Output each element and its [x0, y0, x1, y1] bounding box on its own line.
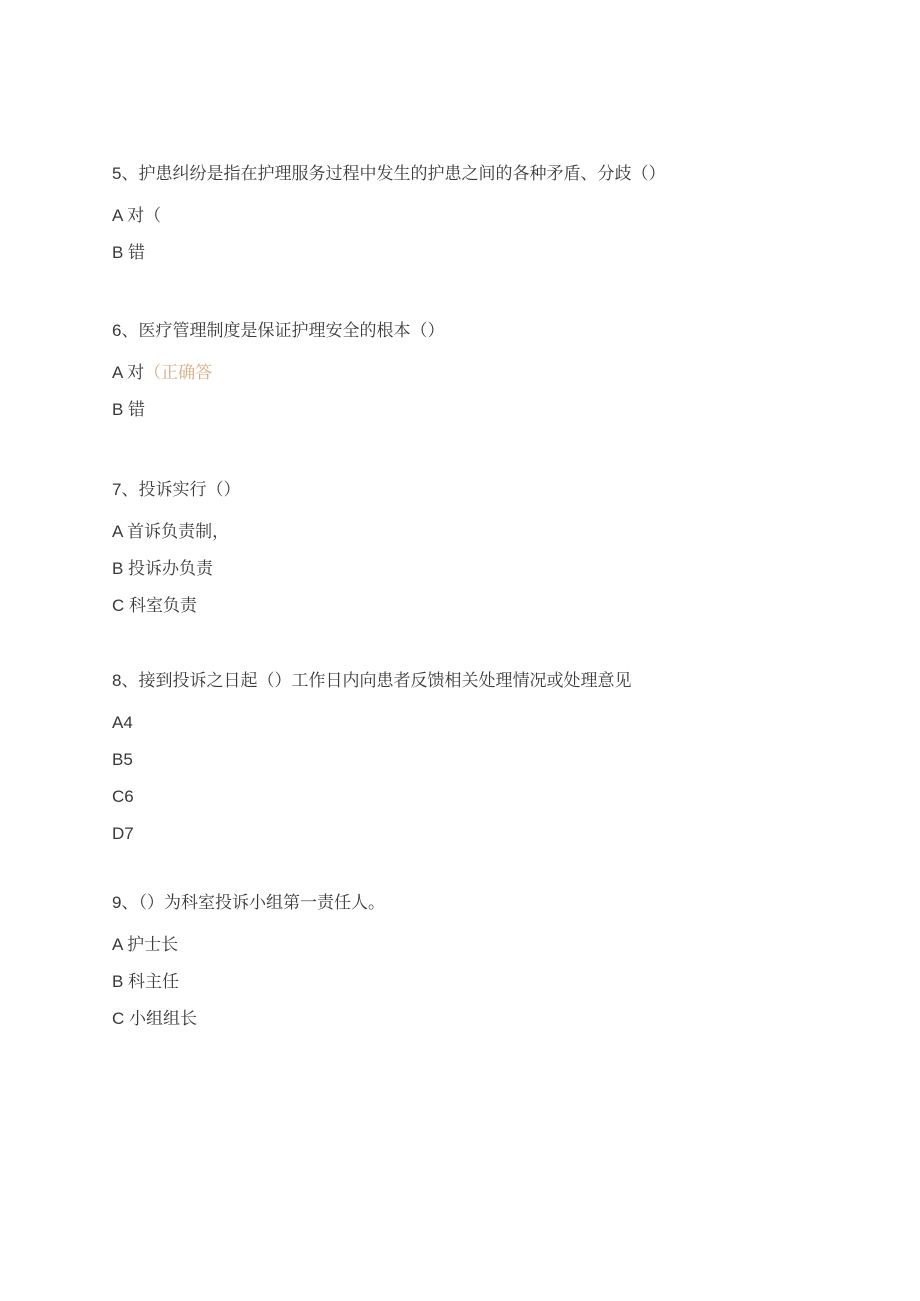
- question-block-6: [112, 320, 840, 421]
- question-block-8: [112, 670, 840, 845]
- question-block-7: [112, 479, 840, 617]
- question-8-option-c: C6: [112, 787, 134, 806]
- question-5-option-a: A 对（: [112, 206, 162, 225]
- question-9-title: 9、（）为科室投诉小组第一责任人。: [112, 893, 385, 912]
- question-8-option-b: B5: [112, 750, 133, 769]
- question-6-option-b: B 错: [112, 400, 146, 419]
- question-7-option-c: C 科室负责: [112, 596, 197, 615]
- question-5-option-b: B 错: [112, 243, 146, 262]
- question-7-title: 7、投诉实行（）: [112, 480, 241, 499]
- question-9-option-a: A 护士长: [112, 935, 179, 954]
- question-7-option-b: B 投诉办负责: [112, 559, 214, 578]
- question-8-title: 8、接到投诉之日起（）工作日内向患者反馈相关处理情况或处理意见: [112, 671, 632, 690]
- question-7-option-a: A 首诉负责制，: [112, 522, 230, 541]
- question-9-option-b: B 科主任: [112, 972, 180, 991]
- correct-answer-hint: （正确答: [144, 363, 213, 382]
- question-6-option-a: [112, 362, 840, 384]
- question-5-title: 5、护患纠纷是指在护理服务过程中发生的护患之间的各种矛盾、分歧（）: [112, 164, 666, 183]
- question-9-option-c: C 小组组长: [112, 1009, 197, 1028]
- question-8-option-a: A4: [112, 713, 133, 732]
- question-block-9: [112, 892, 840, 1030]
- question-6-title: 6、医疗管理制度是保证护理安全的根本（）: [112, 321, 445, 340]
- option-label: A 对: [112, 363, 145, 382]
- question-8-option-d: D7: [112, 824, 134, 843]
- question-block-5: [112, 163, 840, 264]
